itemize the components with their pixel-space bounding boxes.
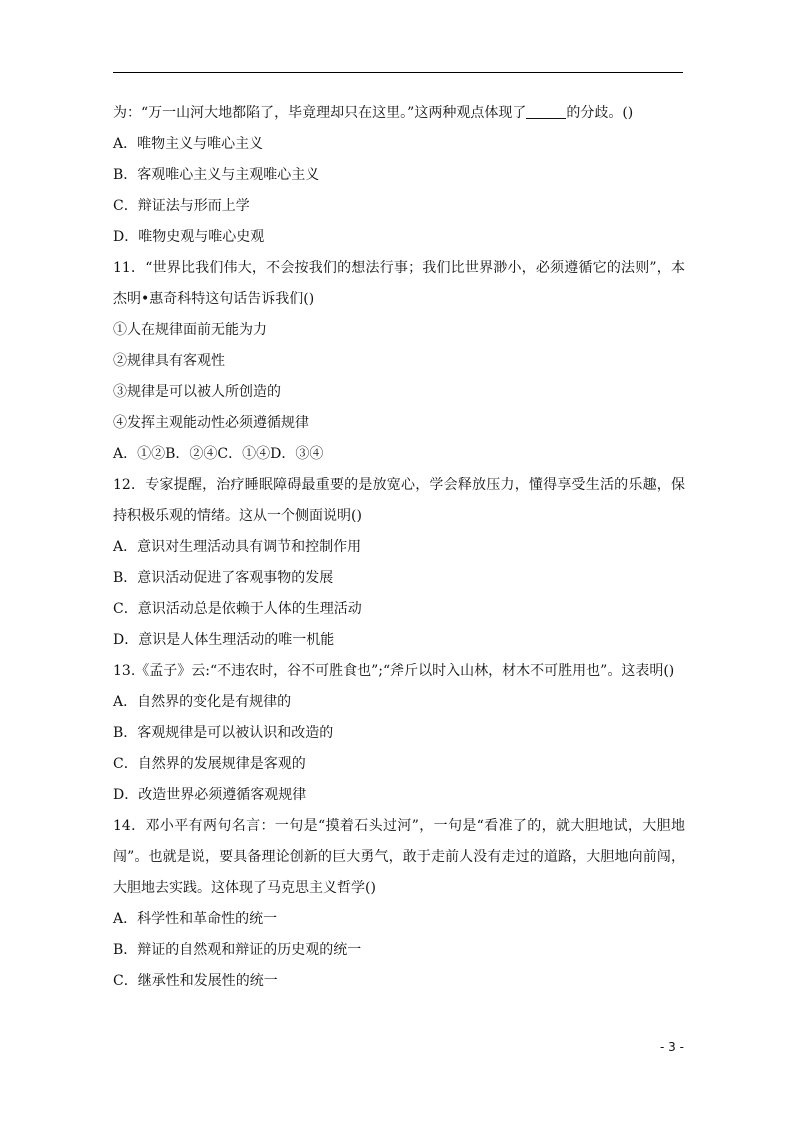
question-13-option-a: A．自然界的变化是有规律的	[113, 694, 292, 710]
answer-blank	[526, 104, 566, 119]
question-10-stem	[113, 98, 685, 129]
question-12-option-b: B．意识活动促进了客观事物的发展	[113, 570, 334, 586]
question-10-option-c: C．辩证法与形而上学	[113, 198, 250, 214]
page-number: - 3 -	[660, 1040, 684, 1054]
question-12-option-a: A．意识对生理活动具有调节和控制作用	[113, 539, 362, 555]
header-rule	[113, 72, 683, 73]
question-11-statement-2: ②规律具有客观性	[113, 353, 225, 369]
question-11-statement-3: ③规律是可以被人所创造的	[113, 384, 281, 400]
question-14-option-c: C．继承性和发展性的统一	[113, 973, 278, 989]
question-14-option-a: A．科学性和革命性的统一	[113, 911, 278, 927]
question-11-stem: 11．“世界比我们伟大，不会按我们的想法行事；我们比世界渺小，必须遵循它的法则”，本杰明•惠奇科特这句话告诉我们()	[113, 260, 685, 307]
question-13-option-b: B．客观规律是可以被认识和改造的	[113, 725, 334, 741]
document-body	[113, 98, 685, 997]
question-13-option-d: D．改造世界必须遵循客观规律	[113, 787, 307, 803]
question-13-stem: 13.《孟子》云:“不违农时，谷不可胜食也”;“斧斤以时入山林，材木不可胜用也”。这表明()	[113, 663, 675, 679]
question-14-option-b: B．辩证的自然观和辩证的历史观的统一	[113, 942, 362, 958]
question-10-stem-after-blank: 的分歧。()	[566, 105, 634, 121]
question-12-option-d: D．意识是人体生理活动的唯一机能	[113, 632, 335, 648]
question-11-statement-4: ④发挥主观能动性必须遵循规律	[113, 415, 309, 431]
question-12-stem: 12．专家提醒，治疗睡眠障碍最重要的是放宽心，学会释放压力，懂得享受生活的乐趣，保持积极乐观的情绪。这从一个侧面说明()	[113, 477, 685, 524]
question-10-option-a: A．唯物主义与唯心主义	[113, 136, 264, 152]
question-10-stem-before-blank: 为：“万一山河大地都陷了，毕竟理却只在这里。”这两种观点体现了	[113, 105, 527, 121]
question-10-option-d: D．唯物史观与唯心史观	[113, 229, 265, 245]
question-14-stem: 14．邓小平有两句名言：一句是“摸着石头过河”，一句是“看准了的，就大胆地试，大胆地闯”。也就是说，要具备理论创新的巨大勇气，敢于走前人没有走过的道路，大胆地向前闯，大胆地去实践。这体现了马克思主义哲学()	[113, 818, 685, 896]
question-13-option-c: C．自然界的发展规律是客观的	[113, 756, 306, 772]
question-11-options: A．①②B．②④C．①④D．③④	[113, 446, 324, 462]
question-12-option-c: C．意识活动总是依赖于人体的生理活动	[113, 601, 362, 617]
question-10-option-b: B．客观唯心主义与主观唯心主义	[113, 167, 320, 183]
question-11-statement-1: ①人在规律面前无能为力	[113, 322, 267, 338]
